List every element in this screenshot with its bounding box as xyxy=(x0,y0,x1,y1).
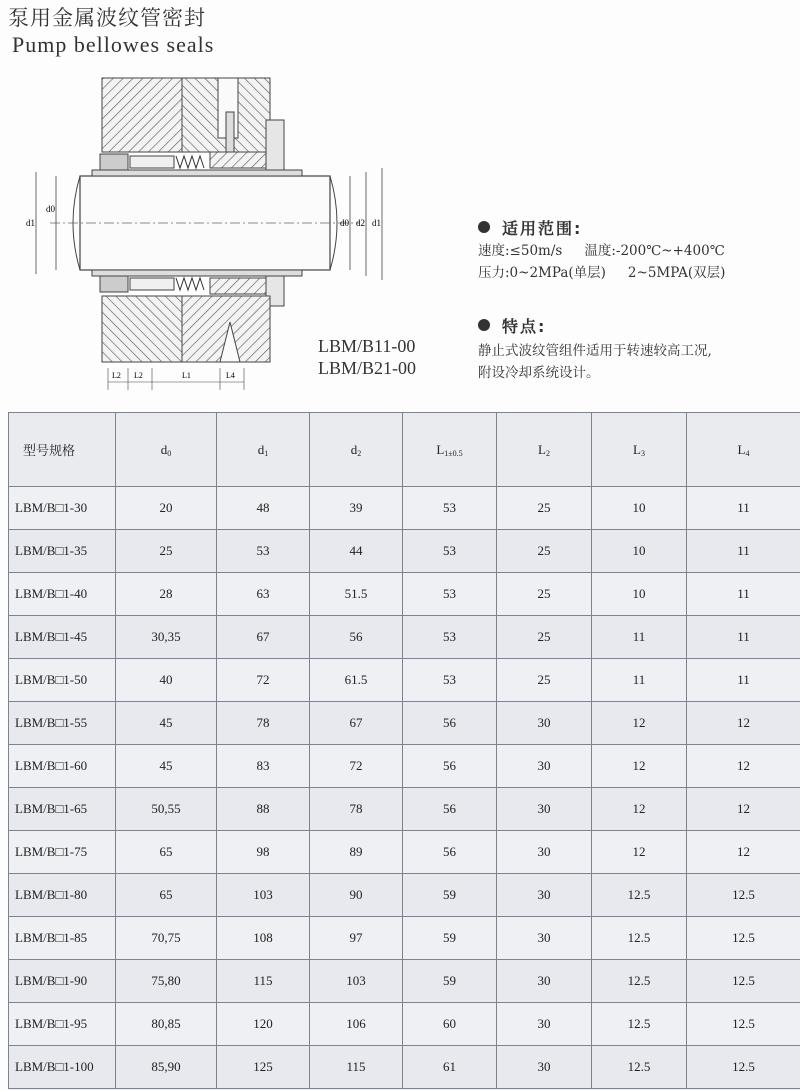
table-cell: 30 xyxy=(497,1046,592,1089)
table-cell: 30 xyxy=(497,874,592,917)
table-cell: LBM/B□1-90 xyxy=(9,960,116,1003)
model-code-1: LBM/B11-00 xyxy=(318,336,416,356)
table-cell: 12.5 xyxy=(687,917,800,960)
table-row xyxy=(9,831,800,874)
table-row xyxy=(9,960,800,1003)
table-cell: 61.5 xyxy=(310,659,403,702)
table-cell: LBM/B□1-100 xyxy=(9,1046,116,1089)
table-cell: LBM/B□1-60 xyxy=(9,745,116,788)
table-cell: 30 xyxy=(497,960,592,1003)
table-cell: 115 xyxy=(217,960,310,1003)
table-cell: 56 xyxy=(403,831,497,874)
table-cell: 12.5 xyxy=(687,960,800,1003)
table-cell: 80,85 xyxy=(116,1003,217,1046)
table-cell: 120 xyxy=(217,1003,310,1046)
table-cell: LBM/B□1-55 xyxy=(9,702,116,745)
spec-table-container xyxy=(8,412,800,1090)
dim-l2-bottom: L2 xyxy=(112,371,121,380)
table-cell: 20 xyxy=(116,487,217,530)
table-header-cell xyxy=(687,413,800,487)
table-cell: 108 xyxy=(217,917,310,960)
table-cell: 40 xyxy=(116,659,217,702)
table-cell: 103 xyxy=(217,874,310,917)
table-cell: 12 xyxy=(687,745,800,788)
table-cell: 59 xyxy=(403,874,497,917)
table-cell: 115 xyxy=(310,1046,403,1089)
table-cell: LBM/B□1-45 xyxy=(9,616,116,659)
table-cell: 61 xyxy=(403,1046,497,1089)
spec-table xyxy=(8,412,800,1089)
model-code-2: LBM/B21-00 xyxy=(318,358,417,378)
table-cell: 89 xyxy=(310,831,403,874)
table-cell: LBM/B□1-75 xyxy=(9,831,116,874)
table-cell: 53 xyxy=(403,487,497,530)
table-row xyxy=(9,788,800,831)
lower-housing xyxy=(102,296,182,362)
application-scope xyxy=(478,214,798,284)
scope-pressure-double: 2~5MPA(双层) xyxy=(627,265,726,281)
table-cell: 67 xyxy=(217,616,310,659)
table-cell: 25 xyxy=(116,530,217,573)
table-cell: 88 xyxy=(217,788,310,831)
table-row xyxy=(9,1046,800,1089)
table-cell: 12 xyxy=(592,788,687,831)
table-cell: 12.5 xyxy=(687,1046,800,1089)
table-cell: 12.5 xyxy=(592,960,687,1003)
table-cell: 106 xyxy=(310,1003,403,1046)
table-cell: 72 xyxy=(310,745,403,788)
table-cell: 30,35 xyxy=(116,616,217,659)
table-cell: 11 xyxy=(687,616,800,659)
table-cell: 53 xyxy=(403,573,497,616)
header-subscript: 3 xyxy=(640,448,645,458)
table-row xyxy=(9,1003,800,1046)
table-cell: 53 xyxy=(403,530,497,573)
table-cell: 65 xyxy=(116,874,217,917)
table-cell: 30 xyxy=(497,917,592,960)
header-main: L xyxy=(633,441,641,457)
table-cell: 53 xyxy=(403,616,497,659)
header-main: 型号规格 xyxy=(23,444,76,459)
scope-line-1 xyxy=(478,240,798,262)
bullet-icon xyxy=(478,319,490,331)
upper-housing xyxy=(102,78,182,152)
table-header-row xyxy=(9,413,800,487)
table-row xyxy=(9,659,800,702)
header-main: L xyxy=(737,441,746,457)
table-cell: 75,80 xyxy=(116,960,217,1003)
table-cell: 53 xyxy=(403,659,497,702)
features-block xyxy=(478,312,800,384)
table-cell: 30 xyxy=(497,702,592,745)
table-cell: 11 xyxy=(592,659,687,702)
table-cell: 25 xyxy=(497,616,592,659)
table-cell: 56 xyxy=(310,616,403,659)
dim-d0-right: d0 xyxy=(340,218,349,228)
table-cell: 12.5 xyxy=(687,874,800,917)
table-cell: LBM/B□1-40 xyxy=(9,573,116,616)
table-cell: 90 xyxy=(310,874,403,917)
table-cell: 12 xyxy=(687,831,800,874)
table-cell: 30 xyxy=(497,831,592,874)
table-cell: 63 xyxy=(217,573,310,616)
table-cell: 125 xyxy=(217,1046,310,1089)
table-cell: 25 xyxy=(497,573,592,616)
table-cell: 25 xyxy=(497,487,592,530)
table-cell: 25 xyxy=(497,659,592,702)
table-row xyxy=(9,874,800,917)
features-line-1: 静止式波纹管组件适用于转速较高工况, xyxy=(478,343,712,359)
table-cell: 11 xyxy=(687,573,800,616)
table-header-cell xyxy=(116,413,217,487)
page-title-en: Pump bellowes seals xyxy=(12,32,215,57)
table-cell: 25 xyxy=(497,530,592,573)
table-cell: 30 xyxy=(497,788,592,831)
table-cell: 11 xyxy=(687,530,800,573)
table-cell: LBM/B□1-50 xyxy=(9,659,116,702)
header-subscript: 0 xyxy=(167,448,172,458)
header-subscript: 2 xyxy=(357,448,362,458)
header-subscript: 1±0.5 xyxy=(444,448,463,458)
table-cell: 28 xyxy=(116,573,217,616)
table-cell: LBM/B□1-65 xyxy=(9,788,116,831)
table-cell: 11 xyxy=(687,487,800,530)
scope-line-2 xyxy=(478,262,798,284)
table-cell: 83 xyxy=(217,745,310,788)
bullet-icon xyxy=(478,221,490,233)
page-title-cn: 泵用金属波纹管密封 xyxy=(8,6,206,30)
table-cell: 59 xyxy=(403,960,497,1003)
table-cell: 11 xyxy=(687,659,800,702)
table-body xyxy=(9,487,800,1089)
table-row xyxy=(9,702,800,745)
header-main: d xyxy=(350,441,358,457)
table-cell: 53 xyxy=(217,530,310,573)
table-cell: 78 xyxy=(310,788,403,831)
dim-d1-left: d1 xyxy=(26,218,35,228)
table-cell: 70,75 xyxy=(116,917,217,960)
table-cell: 12.5 xyxy=(687,1003,800,1046)
table-cell: 72 xyxy=(217,659,310,702)
table-cell: 65 xyxy=(116,831,217,874)
table-header-cell xyxy=(217,413,310,487)
table-cell: 78 xyxy=(217,702,310,745)
table-cell: 30 xyxy=(497,1003,592,1046)
table-header-cell xyxy=(310,413,403,487)
table-cell: LBM/B□1-95 xyxy=(9,1003,116,1046)
scope-heading-text: 适用范围: xyxy=(502,218,583,238)
table-cell: 10 xyxy=(592,573,687,616)
table-cell: 50,55 xyxy=(116,788,217,831)
table-header-cell xyxy=(497,413,592,487)
table-cell: 12.5 xyxy=(592,1046,687,1089)
table-cell: LBM/B□1-85 xyxy=(9,917,116,960)
scope-speed: 速度:≤50m/s xyxy=(478,243,563,259)
table-row xyxy=(9,530,800,573)
table-cell: 12 xyxy=(687,702,800,745)
header-subscript: 2 xyxy=(545,448,550,458)
table-row xyxy=(9,616,800,659)
table-cell: 12 xyxy=(592,702,687,745)
table-cell: 45 xyxy=(116,745,217,788)
table-cell: 56 xyxy=(403,745,497,788)
header-subscript: 4 xyxy=(745,448,750,458)
dim-d0-left: d0 xyxy=(46,204,55,214)
table-row xyxy=(9,573,800,616)
table-row xyxy=(9,745,800,788)
table-cell: 44 xyxy=(310,530,403,573)
table-cell: LBM/B□1-35 xyxy=(9,530,116,573)
dim-l2b-bottom: L2 xyxy=(134,371,143,380)
scope-temperature: 温度:-200℃~+400℃ xyxy=(584,243,725,259)
table-cell: 59 xyxy=(403,917,497,960)
table-cell: 45 xyxy=(116,702,217,745)
table-cell: 12 xyxy=(592,745,687,788)
table-header-cell xyxy=(592,413,687,487)
model-codes xyxy=(318,335,416,379)
table-header-cell xyxy=(403,413,497,487)
table-cell: 85,90 xyxy=(116,1046,217,1089)
features-line-2: 附设冷却系统设计。 xyxy=(478,365,600,381)
dim-d2-right: d2 xyxy=(356,218,365,228)
table-cell: 10 xyxy=(592,487,687,530)
header-main: d xyxy=(160,441,168,457)
table-row xyxy=(9,917,800,960)
dim-l4-bottom: L4 xyxy=(226,371,235,380)
header-subscript: 1 xyxy=(264,448,269,458)
table-cell: 60 xyxy=(403,1003,497,1046)
table-cell: 39 xyxy=(310,487,403,530)
table-cell: 56 xyxy=(403,788,497,831)
scope-heading xyxy=(478,214,798,240)
dim-d1-right: d1 xyxy=(372,218,381,228)
table-cell: 12.5 xyxy=(592,874,687,917)
table-cell: LBM/B□1-80 xyxy=(9,874,116,917)
dim-l1-bottom: L1 xyxy=(182,371,191,380)
table-cell: 12.5 xyxy=(592,1003,687,1046)
table-header-cell xyxy=(9,413,116,487)
table-cell: 12 xyxy=(592,831,687,874)
table-cell: 56 xyxy=(403,702,497,745)
features-heading xyxy=(478,312,800,338)
table-cell: 98 xyxy=(217,831,310,874)
table-cell: 12 xyxy=(687,788,800,831)
table-cell: 30 xyxy=(497,745,592,788)
table-cell: 103 xyxy=(310,960,403,1003)
header-main: L xyxy=(436,441,445,457)
table-cell: 11 xyxy=(592,616,687,659)
table-cell: LBM/B□1-30 xyxy=(9,487,116,530)
table-cell: 97 xyxy=(310,917,403,960)
features-heading-text: 特点: xyxy=(502,316,547,336)
table-cell: 10 xyxy=(592,530,687,573)
table-cell: 12.5 xyxy=(592,917,687,960)
table-cell: 51.5 xyxy=(310,573,403,616)
table-row xyxy=(9,487,800,530)
table-cell: 48 xyxy=(217,487,310,530)
header-main: L xyxy=(538,441,546,457)
table-cell: 67 xyxy=(310,702,403,745)
header-main: d xyxy=(257,441,265,457)
scope-pressure-single: 压力:0~2MPa(单层) xyxy=(478,265,606,281)
